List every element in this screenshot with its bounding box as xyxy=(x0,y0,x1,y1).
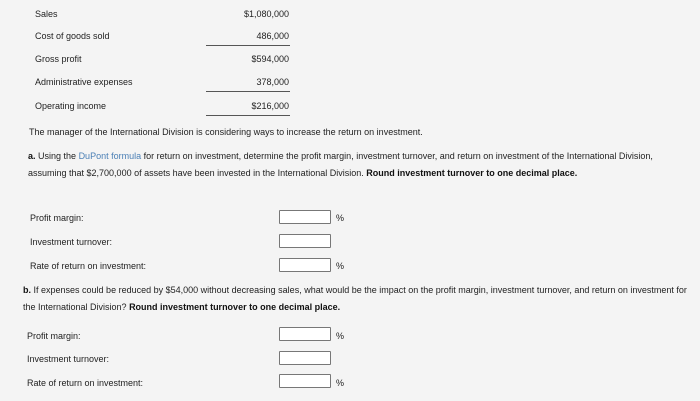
part-b-question xyxy=(23,282,691,316)
subtotal-rule xyxy=(206,45,290,46)
subtotal-rule xyxy=(206,91,290,92)
part-a-text-after: for return on investment, determine the profit margin, investment turnover, and return on investment of the International Division, assuming that $2,700,000 of assets have been invested in the International Division. xyxy=(28,151,653,178)
part-b-investment-turnover-input[interactable] xyxy=(279,351,331,365)
part-a-roi-label: Rate of return on investment: xyxy=(30,261,147,271)
intro-text: The manager of the International Division is considering ways to increase the return on investment. xyxy=(29,127,423,137)
admin-expenses-label: Administrative expenses xyxy=(35,77,133,87)
part-a-profit-margin-label: Profit margin: xyxy=(30,213,84,223)
part-a-rounding-note: Round investment turnover to one decimal place. xyxy=(366,168,578,178)
part-a-investment-turnover-input[interactable] xyxy=(279,234,331,248)
part-a-investment-turnover-label: Investment turnover: xyxy=(30,237,113,247)
percent-sign: % xyxy=(336,213,345,223)
part-a-prefix: a. xyxy=(28,151,36,161)
percent-sign: % xyxy=(336,331,345,341)
admin-expenses-amount: 378,000 xyxy=(256,77,289,87)
part-b-prefix: b. xyxy=(23,285,31,295)
part-b-roi-label: Rate of return on investment: xyxy=(27,378,144,388)
part-b-roi-input[interactable] xyxy=(279,374,331,388)
part-b-investment-turnover-label: Investment turnover: xyxy=(27,354,110,364)
sales-amount: $1,080,000 xyxy=(243,9,289,19)
gross-profit-amount: $594,000 xyxy=(251,54,289,64)
cogs-amount: 486,000 xyxy=(256,31,289,41)
sales-label: Sales xyxy=(35,9,58,19)
operating-income-amount: $216,000 xyxy=(251,101,289,111)
operating-income-label: Operating income xyxy=(35,101,107,111)
part-a-text-before: Using the xyxy=(38,151,79,161)
percent-sign: % xyxy=(336,261,345,271)
part-a-question xyxy=(28,148,683,182)
total-rule xyxy=(206,115,290,116)
part-b-text: If expenses could be reduced by $54,000 without decreasing sales, what would be the impact on the profit margin, investment turnover, and return on investment for the International Division? xyxy=(23,285,687,312)
gross-profit-label: Gross profit xyxy=(35,54,82,64)
part-b-profit-margin-label: Profit margin: xyxy=(27,331,81,341)
dupont-formula-link[interactable]: DuPont formula xyxy=(78,151,142,161)
part-b-rounding-note: Round investment turnover to one decimal place. xyxy=(129,302,341,312)
part-a-roi-input[interactable] xyxy=(279,258,331,272)
percent-sign: % xyxy=(336,378,345,388)
part-a-profit-margin-input[interactable] xyxy=(279,210,331,224)
part-b-profit-margin-input[interactable] xyxy=(279,327,331,341)
cogs-label: Cost of goods sold xyxy=(35,31,110,41)
